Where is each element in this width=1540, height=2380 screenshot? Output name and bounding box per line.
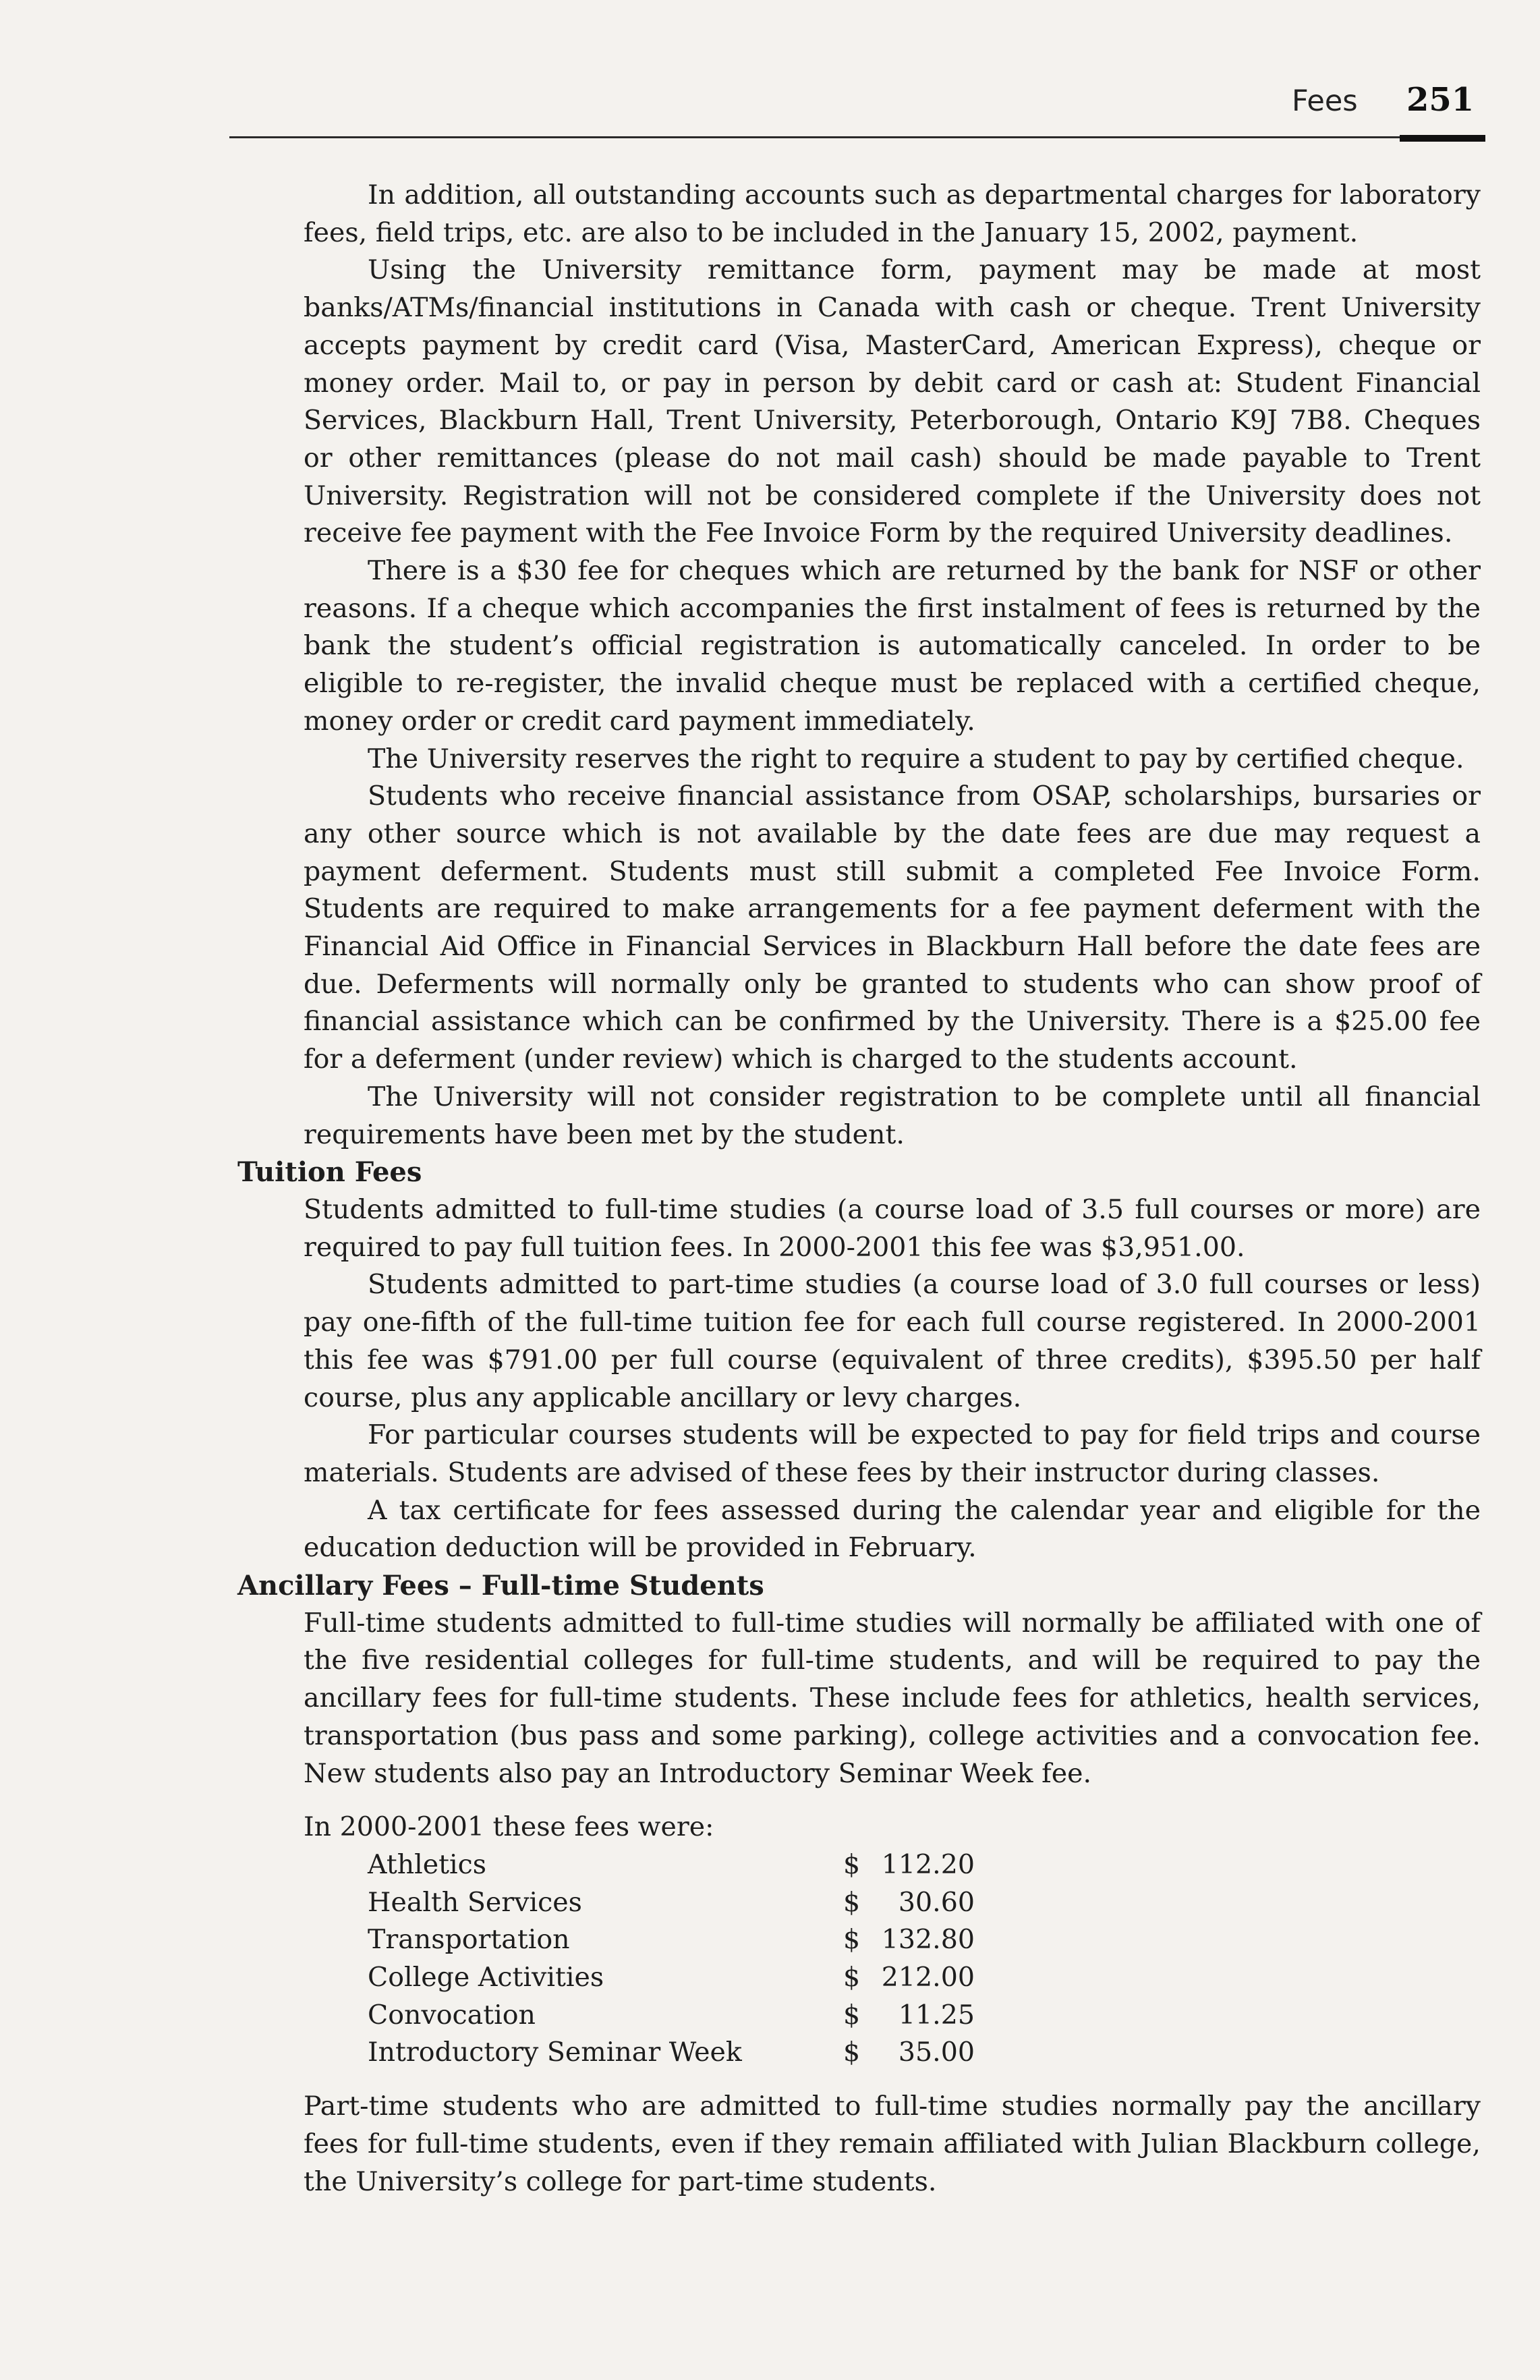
fee-amount: 132.80 (881, 1924, 975, 1956)
spacer (304, 1792, 1481, 1809)
paragraph: Students admitted to part-time studies (a course load of 3.0 full courses or less) pay one-fifth of the full-time tuition fee for each full course registered. In 2000-2001 this fee was $791.00 per full course (equivalent of three credits), $395.50 per half course, plus any applicable ancillary or levy charges. (304, 1269, 1481, 1413)
section-heading-tuition: Tuition Fees (237, 1156, 422, 1189)
paragraph: Students who receive financial assistance from OSAP, scholarships, bursaries or any other source which is not available by the date fees are due may request a payment deferment. Students must still submit a completed Fee Invoice Form. Students are required to make arrangements for a fee payment deferment with the Financial Aid Office in Financial Services in Blackburn Hall before the date fees are due. Deferments will normally only be granted to students who can show proof of financial assistance which can be confirmed by the University. There is a $25.00 fee for a deferment (under review) which is charged to the students account. (304, 781, 1481, 1075)
paragraph: A tax certificate for fees assessed during the calendar year and eligible for the education deduction will be provided in February. (304, 1494, 1481, 1564)
fee-currency: $ (843, 1886, 861, 1918)
paragraph: For particular courses students will be expected to pay for field trips and course materials. Students are advised of these fees by their instructor during classes. (304, 1419, 1481, 1488)
fee-amount: 30.60 (898, 1886, 975, 1918)
fee-currency: $ (843, 1999, 861, 2031)
header-rule (229, 136, 1484, 138)
table-row (368, 1997, 975, 2035)
paragraph: Using the University remittance form, payment may be made at most banks/ATMs/financial institutions in Canada with cash or cheque. Trent University accepts payment by credit card (Visa, MasterCard, American Express), cheque or money order. Mail to, or pay in person by debit card or cash at: Student Financial Services, Blackburn Hall, Trent University, Peterborough, Ontario K9J 7B8. Cheques or other remittances (please do not mail cash) should be made payable to Trent University. Registration will not be considered complete if the University does not receive fee payment with the Fee Invoice Form by the required University deadlines. (304, 254, 1481, 549)
paragraph: In addition, all outstanding accounts such as departmental charges for laboratory fees, field trips, etc. are also to be included in the January 15, 2002, payment. (304, 179, 1481, 248)
table-row (368, 1959, 975, 1997)
section-heading-ancillary: Ancillary Fees – Full-time Students (237, 1570, 764, 1602)
paragraph: Students admitted to full-time studies (a course load of 3.5 full courses or more) are required to pay full tuition fees. In 2000-2001 this fee was $3,951.00. (304, 1193, 1481, 1263)
fee-name: Health Services (368, 1886, 582, 1918)
header-rule-accent (1400, 135, 1485, 142)
table-row (368, 1884, 975, 1922)
fee-name: Athletics (368, 1848, 487, 1880)
paragraph: The University will not consider registration to be complete until all financial requirements have been met by the student. (304, 1081, 1481, 1150)
paragraph: The University reserves the right to require a student to pay by certified cheque. (368, 743, 1464, 774)
spacer (304, 2072, 1481, 2088)
fee-amount: 112.20 (881, 1848, 975, 1880)
fee-currency: $ (843, 2037, 861, 2068)
fee-name: College Activities (368, 1962, 604, 1993)
body-text (237, 177, 1481, 2201)
fee-currency: $ (843, 1962, 861, 1993)
table-row (368, 2034, 975, 2072)
fee-amount: 35.00 (898, 2037, 975, 2068)
table-row (368, 1846, 975, 1884)
fee-name: Introductory Seminar Week (368, 2037, 742, 2068)
table-row (368, 1921, 975, 1959)
page-number: 251 (1406, 81, 1475, 119)
ancillary-fee-table (368, 1846, 975, 2072)
fee-amount: 212.00 (881, 1962, 975, 1993)
fee-name: Transportation (368, 1924, 570, 1956)
fee-table-intro: In 2000-2001 these fees were: (304, 1811, 714, 1843)
paragraph: Full-time students admitted to full-time studies will normally be affiliated with one of the five residential colleges for full-time students, and will be required to pay the ancillary fees for full-time students. These include fees for athletics, health services, transportation (bus pass and some parking), college activities and a convocation fee. New students also pay an Introductory Seminar Week fee. (304, 1607, 1481, 1789)
paragraph: There is a $30 fee for cheques which are returned by the bank for NSF or other reasons. If a cheque which accompanies the first instalment of fees is returned by the bank the student’s official registration is automatically canceled. In order to be eligible to re-register, the invalid cheque must be replaced with a certified cheque, money order or credit card payment immediately. (304, 555, 1481, 737)
fee-amount: 11.25 (898, 1999, 975, 2031)
fee-name: Convocation (368, 1999, 536, 2031)
fee-currency: $ (843, 1924, 861, 1956)
running-header-section: Fees (1292, 84, 1358, 118)
paragraph: Part-time students who are admitted to full-time studies normally pay the ancillary fees for full-time students, even if they remain affiliated with Julian Blackburn college, the University’s college for part-time students. (304, 2091, 1481, 2197)
fee-currency: $ (843, 1848, 861, 1880)
